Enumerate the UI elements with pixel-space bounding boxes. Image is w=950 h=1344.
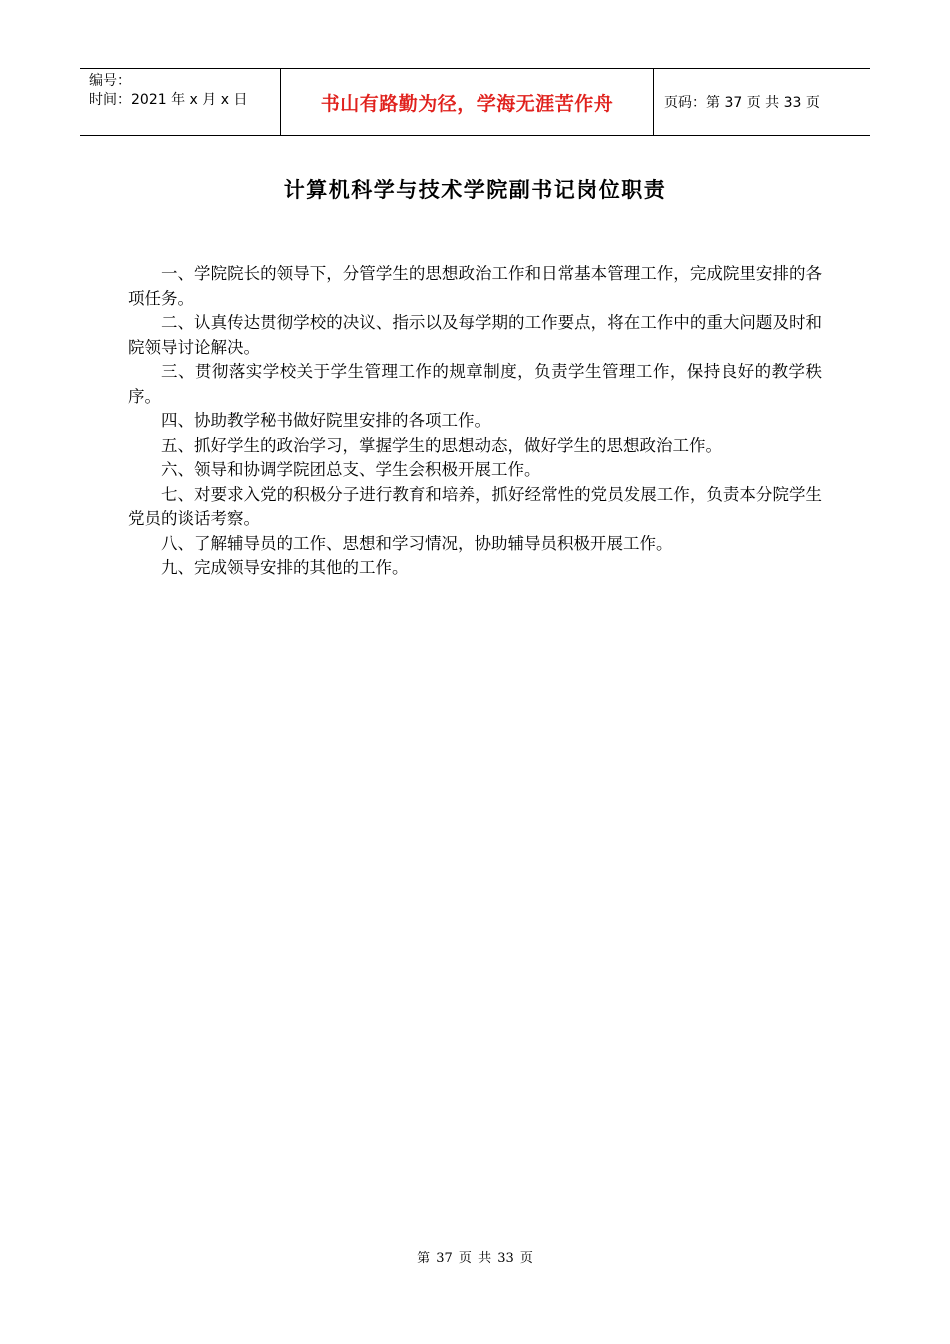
document-header bbox=[80, 68, 870, 136]
document-body bbox=[128, 262, 822, 581]
document-number-label: 编号： bbox=[89, 73, 131, 89]
duty-item-8: 八、了解辅导员的工作、思想和学习情况，协助辅导员积极开展工作。 bbox=[161, 533, 673, 553]
duty-item-5: 五、抓好学生的政治学习，掌握学生的思想动态，做好学生的思想政治工作。 bbox=[161, 435, 722, 455]
duty-item-6: 六、领导和协调学院团总支、学生会积极开展工作。 bbox=[161, 460, 541, 479]
duty-item-1: 一、学院院长的领导下，分管学生的思想政治工作和日常基本管理工作，完成院里安排的各项任务。 bbox=[128, 264, 822, 308]
duty-item-3: 三、贯彻落实学校关于学生管理工作的规章制度，负责学生管理工作，保持良好的教学秩序。 bbox=[128, 362, 822, 406]
duty-item-2: 二、认真传达贯彻学校的决议、指示以及每学期的工作要点，将在工作中的重大问题及时和院领导讨论解决。 bbox=[128, 313, 822, 357]
header-motto: 书山有路勤为径，学海无涯苦作舟 bbox=[320, 92, 614, 115]
header-page-info: 页码：第 37 页 共 33 页 bbox=[664, 95, 820, 111]
duty-item-4: 四、协助教学秘书做好院里安排的各项工作。 bbox=[161, 411, 491, 430]
header-page-cell bbox=[654, 69, 870, 135]
duty-item-7: 七、对要求入党的积极分子进行教育和培养，抓好经常性的党员发展工作，负责本分院学生党员的谈话考察。 bbox=[128, 484, 822, 528]
document-title: 计算机科学与技术学院副书记岗位职责 bbox=[283, 177, 667, 202]
header-meta-cell bbox=[80, 69, 281, 135]
page-footer: 第 37 页 共 33 页 bbox=[417, 1251, 533, 1266]
header-motto-cell bbox=[281, 69, 654, 135]
duty-item-9: 九、完成领导安排的其他的工作。 bbox=[161, 558, 409, 577]
document-time-label: 时间：2021 年 x 月 x 日 bbox=[89, 92, 248, 108]
